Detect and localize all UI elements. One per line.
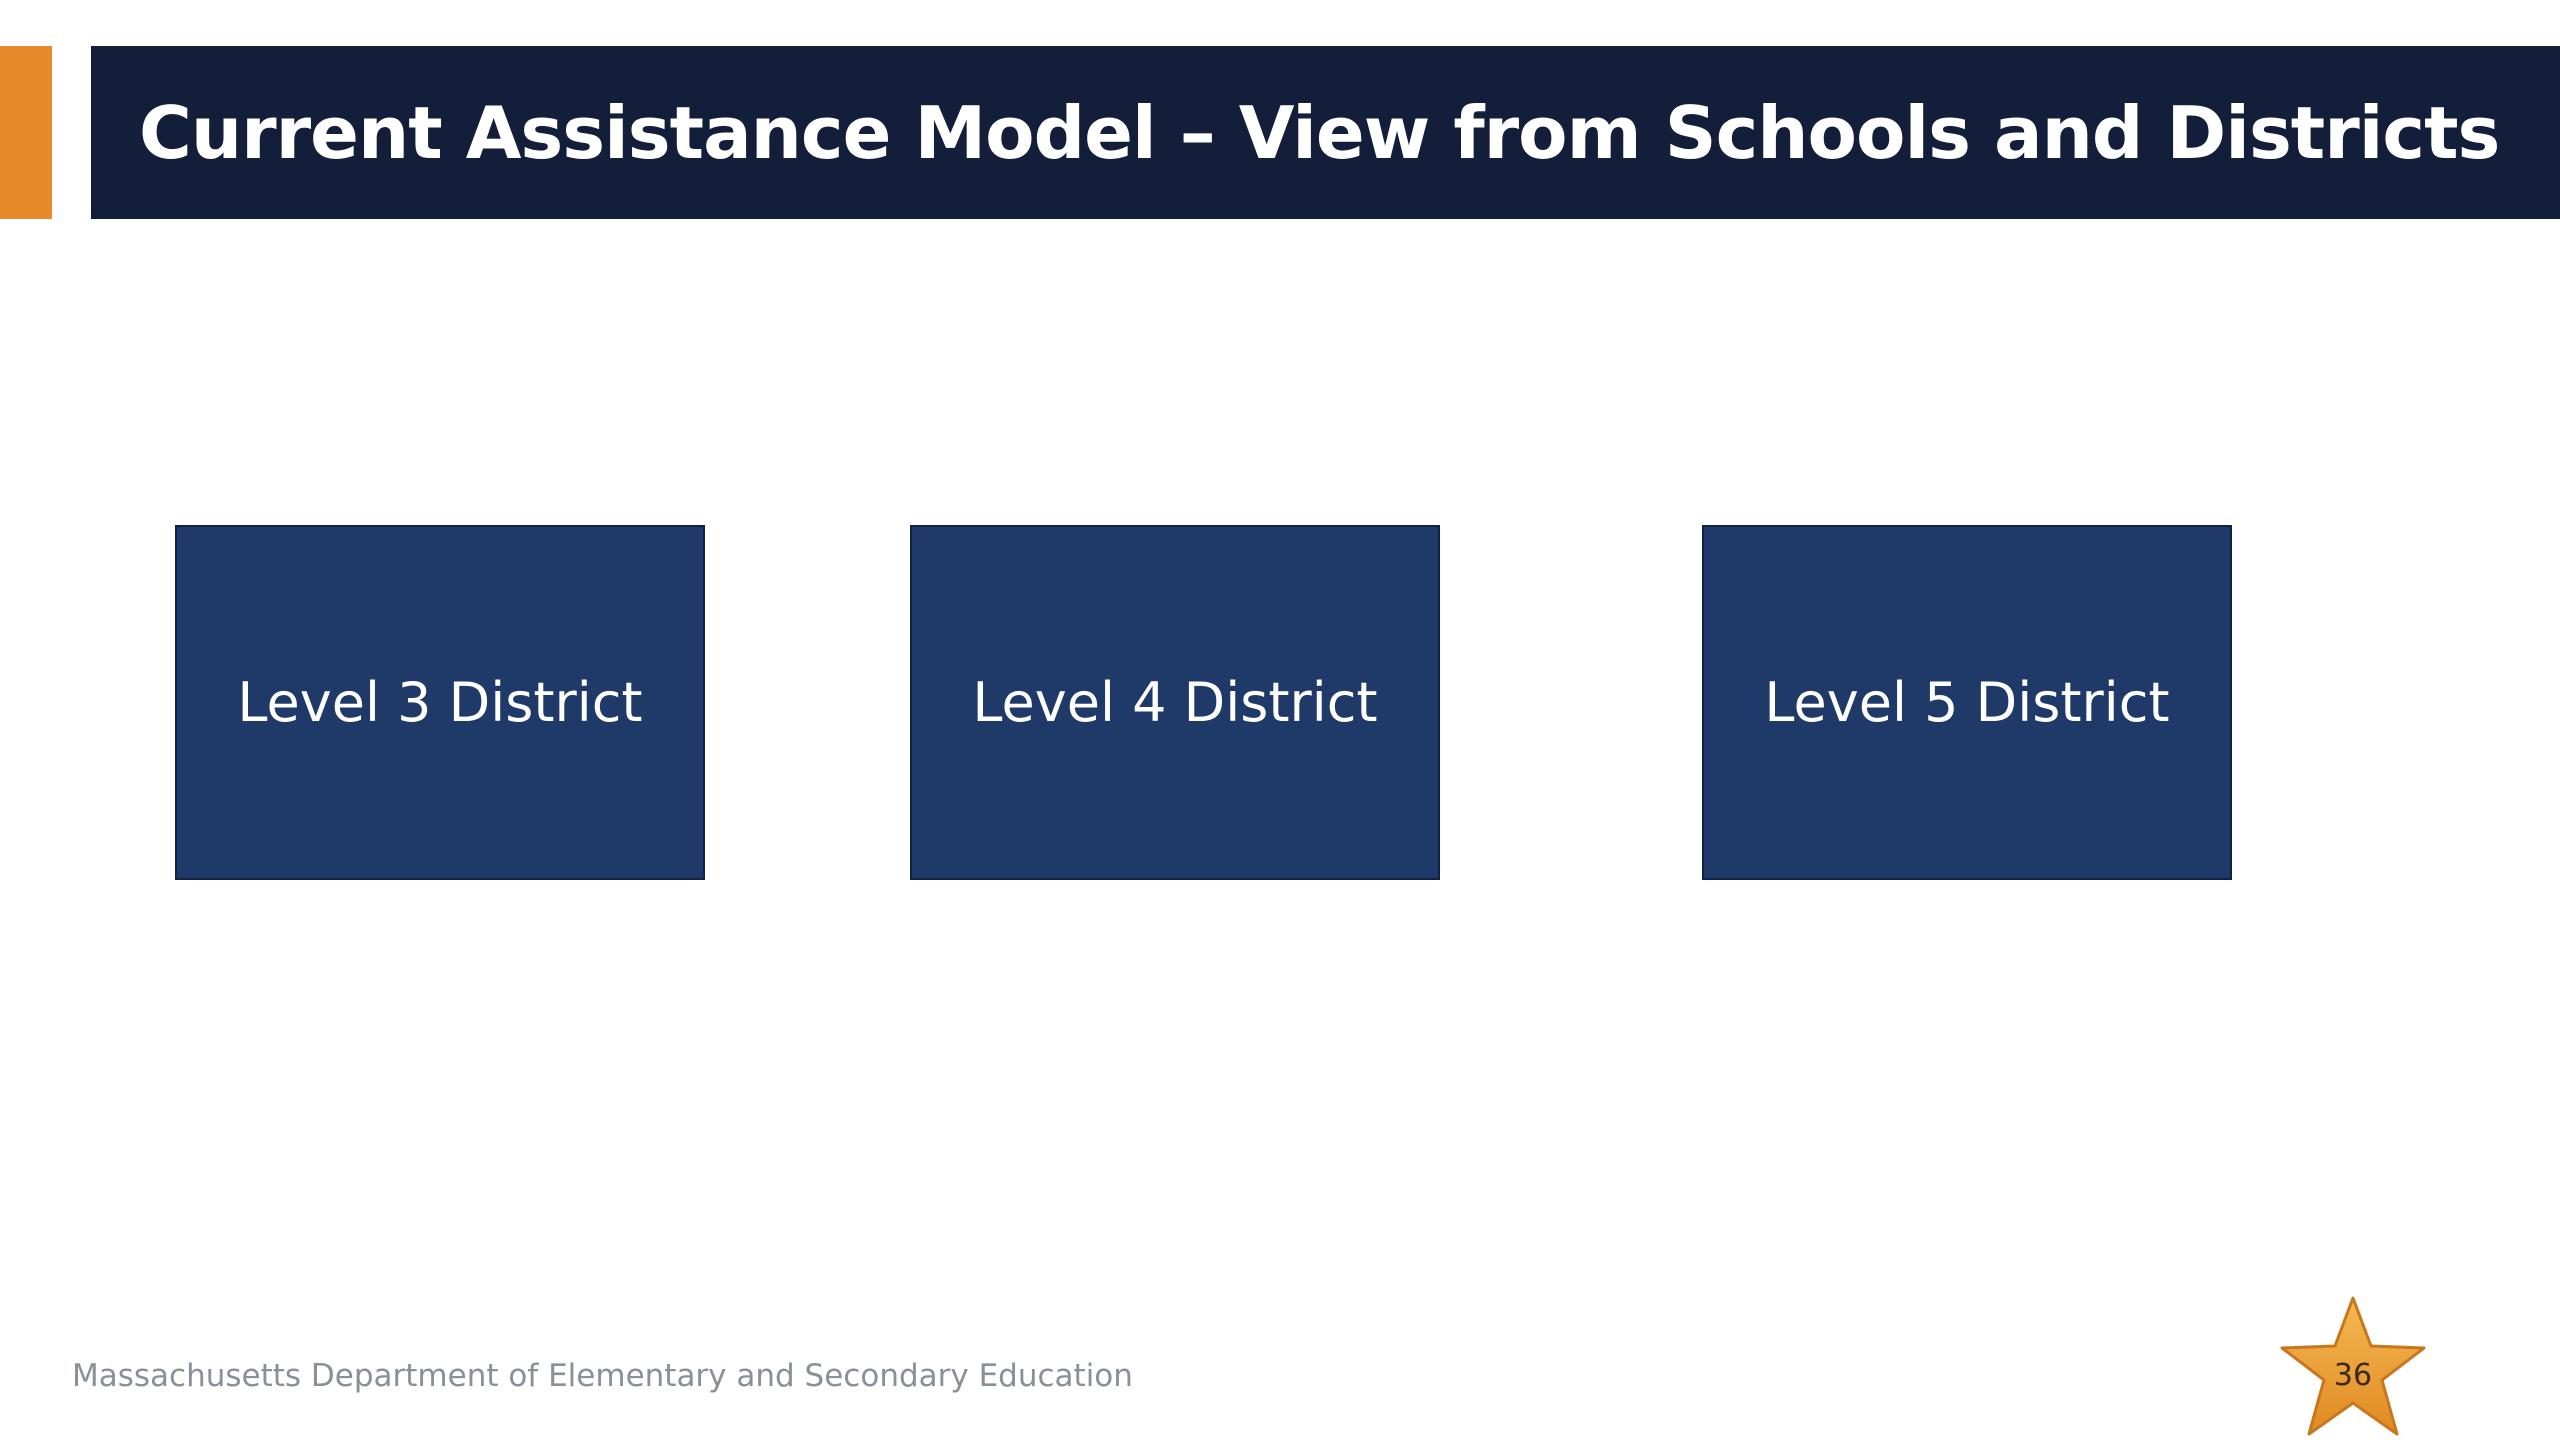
title-bar (91, 46, 2560, 219)
footer-organization: Massachusetts Department of Elementary and Secondary Education (72, 1358, 1133, 1394)
accent-bar (0, 46, 52, 219)
page-number-badge (2278, 1296, 2428, 1440)
slide-title: Current Assistance Model – View from Schools and Districts (139, 90, 2500, 175)
page-number: 36 (2333, 1358, 2373, 1393)
level-4-district-box (910, 525, 1440, 880)
level-3-district-box (175, 525, 705, 880)
level-5-district-label: Level 5 District (1764, 671, 2170, 734)
level-3-district-label: Level 3 District (237, 671, 643, 734)
level-4-district-label: Level 4 District (972, 671, 1378, 734)
level-5-district-box (1702, 525, 2232, 880)
